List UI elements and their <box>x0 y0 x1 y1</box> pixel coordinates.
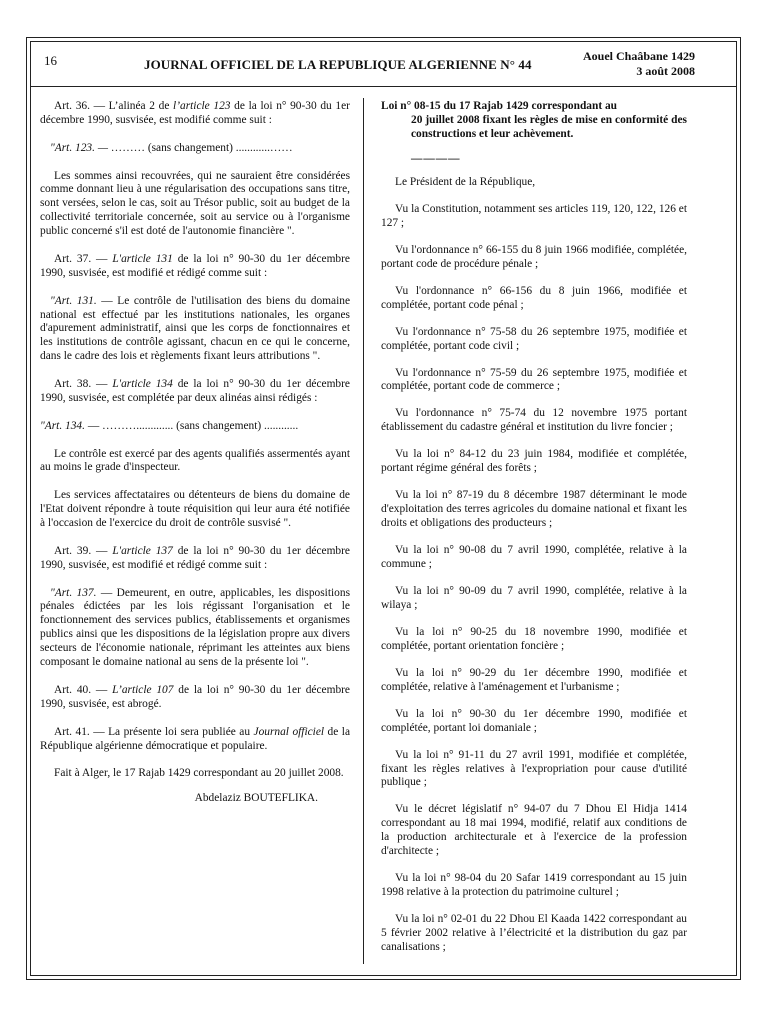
issue-date-gregorian: 3 août 2008 <box>636 64 695 78</box>
visa-item: Vu l'ordonnance n° 75-74 du 12 novembre 1975 portant établissement du cadastre général et institution du livre foncier ; <box>381 407 687 434</box>
article-131-quote: "Art. 131. — Le contrôle de l'utilisation des biens du domaine national est effectué par les institutions nationales, les organes d'apurement administratif, ainsi que les corps de fonctionnaires et les institutions de contrôle agissant, chacun en ce qui le concerne, dans le cadre des lois et règlements fixant leurs attributions ". <box>40 294 350 363</box>
visa-item: Vu la loi n° 90-08 du 7 avril 1990, complétée, relative à la commune ; <box>381 544 687 570</box>
visa-item: Vu l'ordonnance n° 66-155 du 8 juin 1966 modifiée, complétée, portant code de procédure pénale ; <box>381 243 687 270</box>
visa-item: Vu le décret législatif n° 94-07 du 7 Dhou El Hidja 1414 correspondant au 18 mai 1994, modifié, relatif aux conditions de la production architecturale et à l'exercice de la profession d'architecte ; <box>381 803 687 858</box>
right-column <box>381 100 687 968</box>
president-line: Le Président de la République, <box>395 175 536 188</box>
title-separator: ———— <box>411 152 461 165</box>
article-134-quote: "Art. 134. — ………............. (sans changement) ............ <box>40 419 299 432</box>
article-41: Art. 41. — La présente loi sera publiée au Journal officiel de la République algérienne démocratique et populaire. <box>40 725 350 752</box>
signature: Abdelaziz BOUTEFLIKA. <box>194 792 318 805</box>
visa-item: Vu l'ordonnance n° 66-156 du 8 juin 1966, modifiée et complétée, portant code pénal ; <box>381 284 687 311</box>
issue-date-hijri: Aouel Chaâbane 1429 <box>582 49 695 63</box>
paragraph-controle: Le contrôle est exercé par des agents qualifiés assermentés ayant au moins le grade d'inspecteur. <box>40 447 350 474</box>
article-36: Art. 36. — L’alinéa 2 de l’article 123 de la loi n° 90-30 du 1er décembre 1990, susvisée, est modifié comme suit : <box>40 100 350 126</box>
paragraph-services: Les services affectataires ou détenteurs de biens du domaine de l'Etat doivent répondre à toute réquisition qui leur aura été notifiée à l'occasion de l'exercice du droit de contrôle susvisé ". <box>40 489 350 530</box>
paragraph-fait-a-alger: Fait à Alger, le 17 Rajab 1429 correspondant au 20 juillet 2008. <box>54 767 344 780</box>
article-40: Art. 40. — L’article 107 de la loi n° 90-30 du 1er décembre 1990, susvisée, est abrogé. <box>40 683 350 710</box>
article-137-quote: "Art. 137. — Demeurent, en outre, applicables, les dispositions pénales édictées par les lois régissant l'organisation et le fonctionnement des services publics, établissements et organismes publics ainsi que les dispositions de la législation propre aux divers secteurs de l'économie nationale, réprimant les atteintes aux biens composant le domaine national au sens de la présente loi ". <box>40 586 350 669</box>
article-37: Art. 37. — L'article 131 de la loi n° 90-30 du 1er décembre 1990, susvisée, est modifié et rédigé comme suit : <box>40 252 350 279</box>
article-123-quote: "Art. 123. — ……… (sans changement) ............…… <box>50 141 293 154</box>
article-38: Art. 38. — L'article 134 de la loi n° 90-30 du 1er décembre 1990, susvisée, est complétée par deux alinéas ainsi rédigés : <box>40 378 350 404</box>
journal-title: JOURNAL OFFICIEL DE LA REPUBLIQUE ALGERIENNE N° 44 <box>144 57 532 72</box>
page-header <box>30 41 737 87</box>
visa-item: Vu la loi n° 98-04 du 20 Safar 1419 correspondant au 15 juin 1998 relative à la protection du patrimoine culturel ; <box>381 872 687 899</box>
page-number: 16 <box>44 53 57 68</box>
visa-item: Vu l'ordonnance n° 75-59 du 26 septembre 1975, modifiée et complétée, portant code de commerce ; <box>381 366 687 393</box>
visa-item: Vu la Constitution, notamment ses articles 119, 120, 122, 126 et 127 ; <box>381 202 687 229</box>
visa-item: Vu la loi n° 90-29 du 1er décembre 1990, modifiée et complétée, relative à l'aménagement et l'urbanisme ; <box>381 666 687 693</box>
visa-item: Vu la loi n° 90-30 du 1er décembre 1990, modifiée et complétée, portant loi domaniale ; <box>381 707 687 734</box>
column-divider <box>363 98 364 964</box>
visa-item: Vu l'ordonnance n° 75-58 du 26 septembre 1975, modifiée et complétée, portant code civil ; <box>381 325 687 352</box>
visa-item: Vu la loi n° 87-19 du 8 décembre 1987 déterminant le mode d'exploitation des terres agricoles du domaine national et fixant les droits et obligations des producteurs ; <box>381 489 687 530</box>
law-title: Loi n° 08-15 du 17 Rajab 1429 correspondant au 20 juillet 2008 fixant les règles de mise en conformité des constructions et leur achèvement. <box>381 100 687 140</box>
visas-list <box>381 203 687 955</box>
visa-item: Vu la loi n° 90-25 du 18 novembre 1990, modifiée et complétée, portant orientation foncière ; <box>381 625 687 652</box>
visa-item: Vu la loi n° 90-09 du 7 avril 1990, complétée, relative à la wilaya ; <box>381 584 687 611</box>
paragraph-sommes: Les sommes ainsi recouvrées, qui ne sauraient être considérées comme donnant lieu à une régularisation des occupations sans titre, sont versées, selon le cas, soit au Trésor public, soit au budget de la collectivité territoriale concernée, soit au service ou à l'organisme public concerné s'il est doté de l'autonomie financière ". <box>40 169 350 238</box>
visa-item: Vu la loi n° 91-11 du 27 avril 1991, modifiée et complétée, fixant les règles relatives à l'expropriation pour cause d'utilité publique ; <box>381 748 687 789</box>
visa-item: Vu la loi n° 84-12 du 23 juin 1984, modifiée et complétée, portant régime général des forêts ; <box>381 448 687 475</box>
article-39: Art. 39. — L'article 137 de la loi n° 90-30 du 1er décembre 1990, susvisée, est modifié et rédigé comme suit : <box>40 544 350 571</box>
visa-item: Vu la loi n° 02-01 du 22 Dhou El Kaada 1422 correspondant au 5 février 2002 relative à l’électricité et la distribution du gaz par canalisations ; <box>381 913 687 953</box>
left-column <box>40 100 350 806</box>
